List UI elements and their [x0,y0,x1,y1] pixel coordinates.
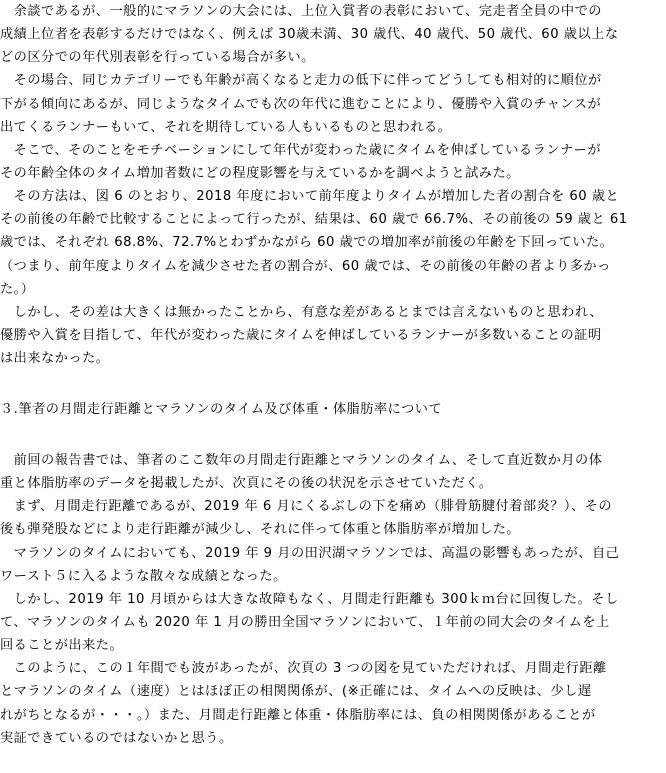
text-line: 出てくるランナーもいて、それを期待している人もいるものと思われる。 [0,119,452,135]
text-line: しかし、2019 年 10 月頃からは大きな故障もなく、月間走行距離も 300ｋｍ台に回復した。そし [0,591,619,607]
text-line: 実証できているのではないかと思う。 [0,730,233,746]
text-line: 成績上位者を表彰するだけではなく、例えば 30歳未満、30 歳代、40 歳代、50 歳代、60 歳以上な [0,27,619,43]
text-line: た。） [0,281,35,297]
text-line: は出来なかった。 [0,351,110,367]
text-line: そこで、そのことをモチベーションにして年代が変わった歳にタイムを伸ばしているランナーが [0,142,602,158]
text-line: とマラソンのタイム（速度）とはほぼ正の相関関係が、(※正確には、タイムへの反映は、少し遅 [0,684,592,700]
text-line: どの区分での年代別表彰を行っている場合が多い。 [0,50,315,66]
text-line: 下がる傾向にあるが、同じようなタイムでも次の年代に進むことにより、優勝や入賞のチャンスが [0,96,602,112]
text-line: 重と体脂肪率のデータを掲載したが、次頁にその後の状況を示させていただく。 [0,476,493,492]
text-line: て、マラソンのタイムも 2020 年 1 月の勝田全国マラソンにおいて、１年前の同大会のタイムを上 [0,614,610,630]
text-line: まず、月間走行距離であるが、2019 年 6 月にくるぶしの下を痛め（腓骨筋腱付着部炎？）、その [0,499,613,515]
text-line: 余談であるが、一般的にマラソンの大会には、上位入賞者の表彰において、完走者全員の中での [0,4,602,19]
text-line: 後も弾発股などにより走行距離が減少し、それに伴って体重と体脂肪率が増加した。 [0,522,521,538]
text-line: 回ることが出来た。 [0,638,124,654]
text-line: その場合、同じカテゴリーでも年齢が高くなると走力の低下に伴ってどうしても相対的に順位が [0,73,602,89]
text-line: このように、この１年間でも波があったが、次頁の 3 つの図を見ていただければ、月間走行距離 [0,661,607,677]
section-heading: ３.筆者の月間走行距離とマラソンのタイム及び体重・体脂肪率について [0,402,443,418]
text-line: 歳では、それぞれ 68.8%、72.7%とわずかながら 60 歳での増加率が前後の年齢を下回っていた。 [0,235,614,251]
text-line: しかし、その差は大きくは無かったことから、有意な差があるとまでは言えないものと思われ、 [0,304,604,320]
text-line: その年齢全体のタイム増加者数にどの程度影響を与えているかを調べようと試みた。 [0,166,520,181]
text-line: マラソンのタイムにおいても、2019 年 9 月の田沢湖マラソンでは、高温の影響もあったが、自己 [0,545,620,561]
text-line: （つまり、前年度よりタイムを減少させた者の割合が、60 歳では、その前後の年齢の者より多かっ [0,258,611,274]
text-line: ワースト５に入るような散々な成績となった。 [0,568,287,584]
text-line: 優勝や入賞を目指して、年代が変わった歳にタイムを伸ばしているランナーが多数いることの証明 [0,328,602,343]
text-line: その方法は、図 6 のとおり、2018 年度において前年度よりタイムが増加した者の割合を 60 歳と [0,189,620,205]
text-line: れがちとなるが・・・。）また、月間走行距離と体重・体脂肪率には、負の相関関係があることが [0,707,596,723]
text-line: その前後の年齢で比較することによって行ったが、結果は、60 歳で 66.7%、その前後の 59 歳と 61 [0,212,628,228]
text-line: 前回の報告書では、筆者のここ数年の月間走行距離とマラソンのタイム、そして直近数か月の体 [0,452,603,468]
